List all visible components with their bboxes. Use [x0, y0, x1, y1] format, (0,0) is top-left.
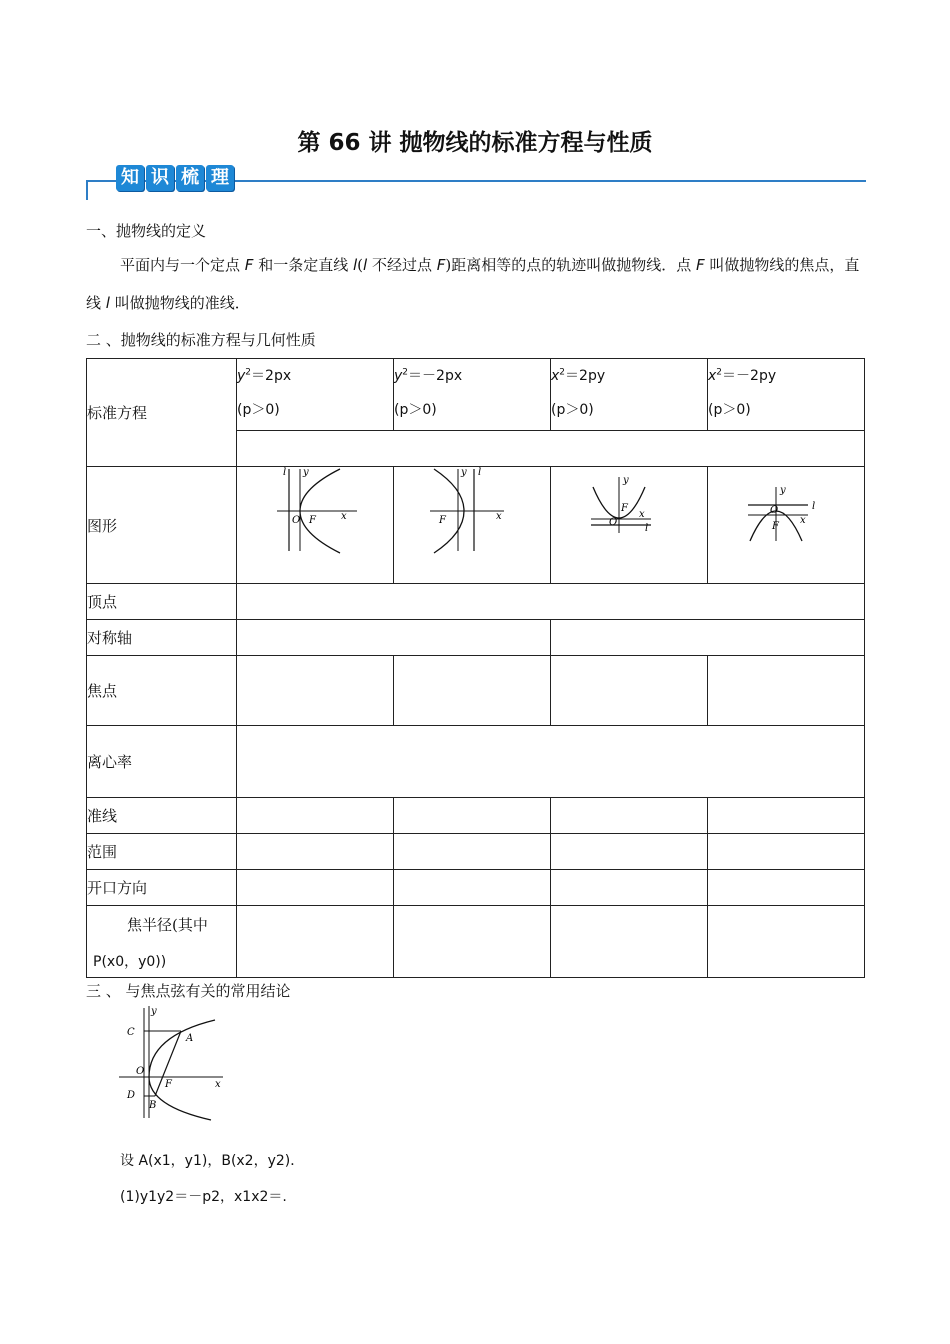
- banner-corner: [86, 180, 88, 200]
- range-cell: [551, 834, 708, 870]
- graph-cell: [394, 467, 551, 584]
- focal-chord-figure: [115, 1006, 235, 1126]
- badge-char: 梳: [176, 165, 204, 191]
- badge-char: 理: [206, 165, 234, 191]
- directrix-cell: [237, 798, 394, 834]
- eq-cell: $y^2=-2px$ (p＞0): [394, 359, 551, 431]
- section2-heading: 二 、抛物线的标准方程与几何性质: [86, 331, 316, 349]
- svg-text:B: B: [149, 1100, 157, 1111]
- row-label-axis: 对称轴: [87, 620, 237, 656]
- range-cell: [237, 834, 394, 870]
- svg-text:F: F: [309, 515, 316, 526]
- row-label-eccentricity: 离心率: [87, 726, 237, 798]
- opening-cell: [708, 870, 865, 906]
- svg-text:y: y: [780, 485, 786, 496]
- graph-cell: [708, 467, 865, 584]
- svg-text:O: O: [136, 1066, 145, 1077]
- svg-text:x: x: [341, 511, 347, 522]
- focus-cell: [394, 656, 551, 726]
- axis-cell: [237, 620, 551, 656]
- directrix-cell: [551, 798, 708, 834]
- opening-cell: [237, 870, 394, 906]
- row-label-focus: 焦点: [87, 656, 237, 726]
- parabola-up-graph: [551, 467, 707, 579]
- badge-char: 知: [116, 165, 144, 191]
- focal-radius-cell: [708, 906, 865, 978]
- properties-table: [86, 358, 865, 978]
- definition-paragraph: 平面内与一个定点 F 和一条定直线 l(l 不经过点 F)距离相等的点的轨迹叫做抛物线．点 F 叫做抛物线的焦点，直线 l 叫做抛物线的准线．: [86, 256, 860, 312]
- row-label-figure: 图形: [87, 467, 237, 584]
- svg-text:O: O: [292, 515, 301, 526]
- vertex-cell: [237, 584, 865, 620]
- directrix-cell: [708, 798, 865, 834]
- svg-text:x: x: [496, 511, 502, 522]
- directrix-cell: [394, 798, 551, 834]
- parabola-right-graph: [237, 467, 393, 579]
- parabola-down-graph: [708, 467, 864, 579]
- graph-cell: [237, 467, 394, 584]
- badge-char: 识: [146, 165, 174, 191]
- eccentricity-cell: [237, 726, 865, 798]
- range-cell: [708, 834, 865, 870]
- opening-cell: [551, 870, 708, 906]
- eq-blank-cell: [237, 431, 865, 467]
- graph-cell: [551, 467, 708, 584]
- svg-text:O: O: [609, 517, 618, 528]
- row-label-focal-radius: 焦半径(其中 P(x0，y0)): [87, 906, 237, 978]
- eq-cell: $y^2=2px$ (p＞0): [237, 359, 394, 431]
- svg-text:x: x: [800, 515, 806, 526]
- knowledge-badge: [116, 165, 234, 191]
- svg-text:l: l: [812, 501, 816, 512]
- eq-cell: $x^2=2py$ (p＞0): [551, 359, 708, 431]
- page-title: 第 66 讲 抛物线的标准方程与性质: [297, 130, 653, 156]
- focal-radius-cell: [237, 906, 394, 978]
- svg-text:y: y: [303, 467, 309, 478]
- svg-text:y: y: [461, 467, 467, 478]
- row-label-standard-eq: 标准方程: [87, 359, 237, 467]
- svg-text:A: A: [186, 1033, 194, 1044]
- chord-result-line: (1)y1y2＝－p2，x1x2＝.: [120, 1189, 287, 1205]
- svg-text:x: x: [215, 1079, 221, 1090]
- svg-text:y: y: [151, 1006, 157, 1017]
- svg-text:F: F: [439, 515, 446, 526]
- svg-text:l: l: [478, 467, 482, 478]
- eq-cell: $x^2=-2py$ (p＞0): [708, 359, 865, 431]
- focal-radius-cell: [394, 906, 551, 978]
- row-label-vertex: 顶点: [87, 584, 237, 620]
- svg-text:y: y: [623, 475, 629, 486]
- svg-text:F: F: [621, 503, 628, 514]
- row-label-directrix: 准线: [87, 798, 237, 834]
- svg-text:O: O: [770, 505, 779, 516]
- svg-text:l: l: [283, 467, 287, 478]
- svg-text:l: l: [645, 523, 649, 534]
- svg-text:F: F: [772, 521, 779, 532]
- section3-heading: 三 、 与焦点弦有关的常用结论: [86, 982, 291, 1000]
- svg-text:D: D: [127, 1090, 136, 1101]
- section-banner: [86, 160, 866, 200]
- focus-cell: [551, 656, 708, 726]
- axis-cell: [551, 620, 865, 656]
- row-label-opening: 开口方向: [87, 870, 237, 906]
- focal-radius-cell: [551, 906, 708, 978]
- section1-heading: 一、抛物线的定义: [86, 222, 207, 240]
- row-label-range: 范围: [87, 834, 237, 870]
- chord-setup-line: 设 A(x1，y1)，B(x2，y2)．: [120, 1153, 305, 1169]
- range-cell: [394, 834, 551, 870]
- focus-cell: [708, 656, 865, 726]
- opening-cell: [394, 870, 551, 906]
- svg-text:x: x: [639, 509, 645, 520]
- svg-text:C: C: [127, 1027, 135, 1038]
- svg-text:F: F: [165, 1079, 172, 1090]
- focus-cell: [237, 656, 394, 726]
- parabola-left-graph: [394, 467, 550, 579]
